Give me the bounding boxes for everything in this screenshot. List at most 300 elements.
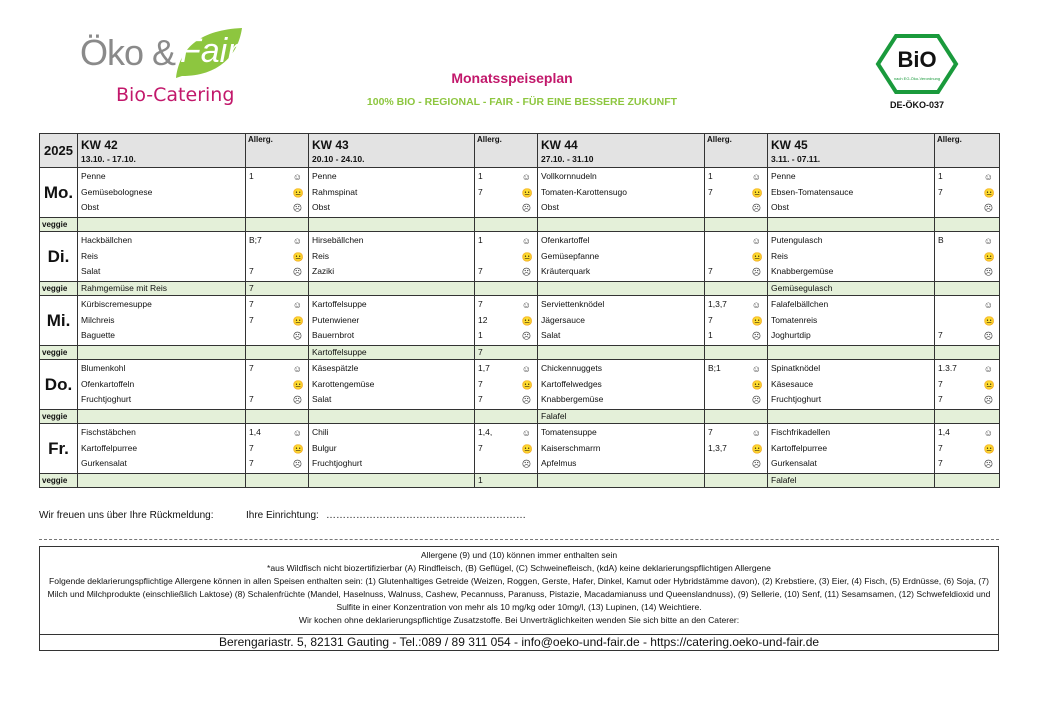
face-sad-icon[interactable]: ☹ (983, 267, 994, 277)
face-neutral-icon[interactable]: 😐 (983, 443, 995, 454)
allergen-code: 12 (478, 314, 488, 325)
face-sad-icon[interactable]: ☹ (983, 203, 994, 213)
allergen-cell (475, 296, 538, 346)
dish-name: Tomaten-Karottensugo (541, 186, 627, 197)
dish-name: Knabbergemüse (541, 394, 604, 404)
allergen-code: 7 (478, 266, 483, 276)
dish-name: Gemüsepfanne (541, 250, 600, 261)
day-label: Mi. (40, 296, 78, 346)
rating-faces[interactable] (287, 234, 304, 277)
veggie-label: veggie (40, 282, 78, 296)
dish-name: Knabbergemüse (771, 266, 834, 276)
face-sad-icon[interactable]: ☹ (521, 459, 532, 469)
veggie-dish (78, 410, 246, 424)
week-header-row (40, 134, 1000, 168)
face-sad-icon[interactable]: ☹ (751, 331, 762, 341)
dish-name: Ofenkartoffel (541, 235, 590, 245)
veggie-dish: Falafel (538, 410, 705, 424)
day-row (40, 424, 1000, 474)
day-label: Fr. (40, 424, 78, 474)
veggie-label: veggie (40, 218, 78, 232)
allergen-code: 7 (249, 266, 254, 276)
veggie-allergen (705, 410, 768, 424)
dish-name: Penne (771, 171, 796, 181)
veggie-label: veggie (40, 346, 78, 360)
allergen-code: 1 (478, 235, 483, 245)
veggie-dish (309, 474, 475, 488)
divider (39, 539, 999, 540)
face-happy-icon[interactable]: ☺ (983, 364, 993, 374)
allergen-code: B;1 (708, 363, 721, 373)
face-sad-icon[interactable]: ☹ (983, 331, 994, 341)
veggie-dish (538, 282, 705, 296)
veggie-allergen (246, 218, 309, 232)
allergen-cell (246, 168, 309, 218)
contact-address: Berengariastr. 5, 82131 Gauting - Tel.:089 / 89 311 054 - info@oeko-und-fair.de - https://catering.oeko-und-fair.de (40, 634, 998, 650)
dish-name: Reis (81, 250, 99, 261)
dish-name: Reis (312, 250, 330, 261)
dish-name: Fischstäbchen (81, 427, 136, 437)
allergen-cell (246, 232, 309, 282)
allergen-code: 1 (478, 330, 483, 340)
allergen-code: 7 (478, 378, 483, 389)
dish-name: Hackbällchen (81, 235, 133, 245)
allergen-code: 7 (478, 394, 483, 404)
veggie-allergen (705, 346, 768, 360)
menu-cell (78, 360, 246, 410)
allergen-code: B (938, 235, 944, 245)
face-sad-icon[interactable]: ☹ (751, 267, 762, 277)
veggie-allergen (475, 410, 538, 424)
face-happy-icon[interactable]: ☺ (292, 428, 302, 438)
menu-cell (78, 232, 246, 282)
dish-name: Tomatensuppe (541, 427, 597, 437)
allergen-code: 7 (478, 186, 483, 197)
dish-name: Blumenkohl (81, 363, 126, 373)
face-sad-icon[interactable]: ☹ (292, 203, 303, 213)
veggie-allergen (246, 474, 309, 488)
face-sad-icon[interactable]: ☹ (751, 203, 762, 213)
allergen-code: 7 (708, 186, 713, 197)
face-sad-icon[interactable]: ☹ (292, 267, 303, 277)
allergen-code: 1,3,7 (708, 299, 727, 309)
dish-name: Hirsebällchen (312, 235, 364, 245)
allergen-cell (705, 424, 768, 474)
face-neutral-icon[interactable]: 😐 (521, 443, 533, 454)
veggie-allergen (475, 282, 538, 296)
page-subtitle: 100% BIO - REGIONAL - FAIR - FÜR EINE BESSERE ZUKUNFT (366, 96, 678, 108)
dish-name: Fischfrikadellen (771, 427, 831, 437)
allergen-cell (475, 232, 538, 282)
face-happy-icon[interactable]: ☺ (751, 300, 761, 310)
menu-cell (309, 360, 475, 410)
allergen-code: 1,4 (249, 427, 261, 437)
face-sad-icon[interactable]: ☹ (292, 395, 303, 405)
veggie-dish: Kartoffelsuppe (309, 346, 475, 360)
dish-name: Rahmspinat (312, 186, 358, 197)
rating-faces[interactable] (287, 426, 304, 469)
face-happy-icon[interactable]: ☺ (983, 236, 993, 246)
menu-cell (768, 424, 935, 474)
allergen-code: 1 (249, 171, 254, 181)
allergen-cell (935, 296, 1000, 346)
rating-faces[interactable] (978, 170, 995, 213)
menu-cell (78, 168, 246, 218)
dish-name: Gemüsebolognese (81, 186, 153, 197)
allergen-code: 1 (478, 171, 483, 181)
face-neutral-icon[interactable]: 😐 (751, 379, 763, 390)
bio-seal-small: nach EG-Öko-Verordnung (893, 76, 941, 81)
allergen-code: 1,7 (478, 363, 490, 373)
rating-faces[interactable] (516, 298, 533, 341)
veggie-allergen (935, 218, 1000, 232)
veggie-allergen (935, 410, 1000, 424)
veggie-allergen: 7 (475, 346, 538, 360)
face-happy-icon[interactable]: ☺ (983, 428, 993, 438)
menu-cell (538, 360, 705, 410)
face-happy-icon[interactable]: ☺ (983, 300, 993, 310)
face-happy-icon[interactable]: ☺ (751, 364, 761, 374)
allerg-header: Allerg. (475, 134, 538, 168)
menu-cell (538, 296, 705, 346)
kw-label: KW 44 (541, 138, 578, 152)
face-neutral-icon[interactable]: 😐 (751, 251, 763, 262)
face-happy-icon[interactable]: ☺ (751, 236, 761, 246)
veggie-allergen (705, 218, 768, 232)
dish-name: Kräuterquark (541, 266, 591, 276)
veggie-row (40, 346, 1000, 360)
dish-name: Gurkensalat (771, 458, 817, 468)
year-label: 2025 (40, 134, 78, 168)
logo-subtitle: Bio-Catering (116, 84, 235, 106)
face-neutral-icon[interactable]: 😐 (292, 315, 304, 326)
bio-seal-icon (876, 34, 958, 94)
dish-name: Putengulasch (771, 235, 823, 245)
day-row (40, 296, 1000, 346)
face-sad-icon[interactable]: ☹ (983, 395, 994, 405)
veggie-dish (538, 218, 705, 232)
veggie-dish (309, 282, 475, 296)
menu-cell (309, 424, 475, 474)
week-header (538, 134, 705, 168)
allergen-cell (935, 168, 1000, 218)
veggie-dish (768, 410, 935, 424)
kw-label: KW 43 (312, 138, 349, 152)
allergen-code: 1,4, (478, 427, 493, 437)
allergen-code: 7 (249, 314, 254, 325)
dish-name: Kartoffelpurree (81, 442, 138, 453)
face-neutral-icon[interactable]: 😐 (292, 187, 304, 198)
dish-name: Kaiserschmarrn (541, 442, 601, 453)
face-sad-icon[interactable]: ☹ (521, 331, 532, 341)
menu-cell (309, 232, 475, 282)
veggie-dish (309, 218, 475, 232)
allergen-code: 7 (708, 427, 713, 437)
day-label: Mo. (40, 168, 78, 218)
dish-name: Chickennuggets (541, 363, 602, 373)
logo-fair-text: Fair (180, 32, 239, 70)
dish-name: Spinatknödel (771, 363, 821, 373)
dish-name: Milchreis (81, 314, 115, 325)
dish-name: Zaziki (312, 266, 335, 276)
rating-faces[interactable] (516, 362, 533, 405)
einrichtung-dots: …………………………………………………… (326, 510, 526, 521)
allergen-code: 1,4 (938, 427, 950, 437)
rating-faces[interactable] (978, 234, 995, 277)
veggie-row (40, 218, 1000, 232)
allergen-code: 7 (708, 266, 713, 276)
allergen-code: 7 (938, 394, 943, 404)
allergen-cell (475, 168, 538, 218)
face-neutral-icon[interactable]: 😐 (983, 187, 995, 198)
allergen-cell (705, 360, 768, 410)
kw-dates: 20.10 - 24.10. (312, 154, 365, 164)
face-neutral-icon[interactable]: 😐 (521, 315, 533, 326)
menu-cell (78, 424, 246, 474)
veggie-dish (78, 346, 246, 360)
face-happy-icon[interactable]: ☺ (292, 236, 302, 246)
allergen-code: 7 (478, 442, 483, 453)
face-neutral-icon[interactable]: 😐 (292, 251, 304, 262)
face-sad-icon[interactable]: ☹ (983, 459, 994, 469)
rating-faces[interactable] (746, 426, 763, 469)
veggie-dish (538, 346, 705, 360)
note-line-3: Folgende deklarierungspflichtige Allergene können in allen Speisen enthalten sein: (1) Glutenhaltiges Getreide (Weizen, Roggen, Gerste, Hafer, Dinkel, Kamut oder Hybridstämme davon), (2) Krebstiere, (3) Eier, (4) Fisch, (5) Erdnüsse, (6) Soja, (7) Milch und Milchprodukte (einschließlich Laktose) (8) Schalenfrüchte (Mandel, Haselnuss, Walnuss, Cashew, Pecannuss, Paranuss, Pistazie, Macadamianuss und Queenslandnuss), (9) Sellerie, (10) Senf, (11) Sesamsamen, (12) Schwefeldioxid und Sulfite in einer Konzentration von mehr als 10 mg/kg oder 10mg/l, (13) Lupinen, (14) Weichtiere. (47, 576, 991, 612)
dish-name: Karottengemüse (312, 378, 375, 389)
veggie-allergen (935, 474, 1000, 488)
logo-oko-text: Öko & (80, 32, 176, 73)
allergen-code: 7 (478, 299, 483, 309)
veggie-dish (768, 218, 935, 232)
rating-faces[interactable] (746, 234, 763, 277)
face-sad-icon[interactable]: ☹ (292, 459, 303, 469)
menu-cell (309, 296, 475, 346)
kw-label: KW 45 (771, 138, 808, 152)
week-header (768, 134, 935, 168)
menu-cell (768, 232, 935, 282)
veggie-row (40, 282, 1000, 296)
dish-name: Kartoffelsuppe (312, 299, 367, 309)
face-neutral-icon[interactable]: 😐 (521, 379, 533, 390)
dish-name: Joghurtdip (771, 330, 811, 340)
allergen-code: 1 (708, 330, 713, 340)
veggie-row (40, 410, 1000, 424)
dish-name: Käsespätzle (312, 363, 359, 373)
veggie-label: veggie (40, 474, 78, 488)
allergen-cell (246, 296, 309, 346)
dish-name: Bulgur (312, 442, 337, 453)
allergen-code: 1 (938, 171, 943, 181)
veggie-dish (78, 474, 246, 488)
face-sad-icon[interactable]: ☹ (751, 395, 762, 405)
bio-code: DE-ÖKO-037 (889, 100, 944, 110)
dish-name: Käsesauce (771, 378, 814, 389)
allerg-header: Allerg. (935, 134, 1000, 168)
allergen-code: 1,3,7 (708, 442, 727, 453)
rating-faces[interactable] (746, 362, 763, 405)
allergen-cell (935, 360, 1000, 410)
rating-faces[interactable] (746, 298, 763, 341)
veggie-dish (538, 474, 705, 488)
allerg-header: Allerg. (705, 134, 768, 168)
allergen-code: 7 (938, 378, 943, 389)
allergen-code: 7 (249, 394, 254, 404)
face-neutral-icon[interactable]: 😐 (751, 443, 763, 454)
dish-name: Putenwiener (312, 314, 360, 325)
dish-name: Obst (312, 202, 330, 212)
rating-faces[interactable] (978, 362, 995, 405)
allergen-code: 7 (249, 458, 254, 468)
veggie-allergen: 7 (246, 282, 309, 296)
face-neutral-icon[interactable]: 😐 (292, 443, 304, 454)
veggie-dish: Falafel (768, 474, 935, 488)
veggie-row (40, 474, 1000, 488)
dish-name: Salat (541, 330, 561, 340)
allergen-code: 7 (938, 330, 943, 340)
dish-name: Falafelbällchen (771, 299, 829, 309)
rating-faces[interactable] (287, 170, 304, 213)
face-neutral-icon[interactable]: 😐 (751, 315, 763, 326)
kw-dates: 3.11. - 07.11. (771, 154, 821, 164)
face-happy-icon[interactable]: ☺ (983, 172, 993, 182)
dish-name: Baguette (81, 330, 116, 340)
dish-name: Apfelmus (541, 458, 577, 468)
face-happy-icon[interactable]: ☺ (292, 300, 302, 310)
allergen-cell (705, 296, 768, 346)
day-label: Di. (40, 232, 78, 282)
dish-name: Bauernbrot (312, 330, 355, 340)
einrichtung-label: Ihre Einrichtung: (246, 510, 319, 521)
veggie-allergen (935, 346, 1000, 360)
dish-name: Salat (81, 266, 101, 276)
rating-faces[interactable] (287, 362, 304, 405)
face-happy-icon[interactable]: ☺ (292, 364, 302, 374)
rating-faces[interactable] (978, 426, 995, 469)
rating-faces[interactable] (516, 234, 533, 277)
dish-name: Penne (312, 171, 337, 181)
allergen-cell (475, 360, 538, 410)
day-row (40, 232, 1000, 282)
allergen-code: 7 (938, 458, 943, 468)
allergen-code: 7 (938, 442, 943, 453)
dish-name: Obst (81, 202, 99, 212)
menu-cell (538, 424, 705, 474)
dish-name: Kürbiscremesuppe (81, 299, 152, 309)
dish-name: Serviettenknödel (541, 299, 605, 309)
rating-faces[interactable] (516, 426, 533, 469)
face-happy-icon[interactable]: ☺ (292, 172, 302, 182)
face-happy-icon[interactable]: ☺ (751, 428, 761, 438)
face-neutral-icon[interactable]: 😐 (983, 251, 995, 262)
rating-faces[interactable] (978, 298, 995, 341)
allergen-code: 1 (708, 171, 713, 181)
dish-name: Fruchtjoghurt (81, 394, 132, 404)
allergen-code: 7 (249, 363, 254, 373)
menu-cell (768, 360, 935, 410)
face-neutral-icon[interactable]: 😐 (292, 379, 304, 390)
page-title: Monatsspeiseplan (451, 70, 573, 86)
week-header (309, 134, 475, 168)
face-neutral-icon[interactable]: 😐 (751, 187, 763, 198)
face-happy-icon[interactable]: ☺ (521, 364, 531, 374)
kw-dates: 13.10. - 17.10. (81, 154, 136, 164)
veggie-allergen: 1 (475, 474, 538, 488)
allergen-code: 7 (249, 299, 254, 309)
dish-name: Salat (312, 394, 332, 404)
dish-name: Fruchtjoghurt (771, 394, 822, 404)
kw-label: KW 42 (81, 138, 118, 152)
allergen-code: 7 (249, 442, 254, 453)
dish-name: Kartoffelwedges (541, 378, 602, 389)
face-sad-icon[interactable]: ☹ (521, 203, 532, 213)
face-neutral-icon[interactable]: 😐 (521, 187, 533, 198)
veggie-dish: Gemüsegulasch (768, 282, 935, 296)
rating-faces[interactable] (516, 170, 533, 213)
veggie-dish (768, 346, 935, 360)
kw-dates: 27.10. - 31.10 (541, 154, 594, 164)
face-sad-icon[interactable]: ☹ (751, 459, 762, 469)
face-sad-icon[interactable]: ☹ (292, 331, 303, 341)
allerg-header: Allerg. (246, 134, 309, 168)
dish-name: Vollkornnudeln (541, 171, 597, 181)
menu-cell (78, 296, 246, 346)
veggie-allergen (246, 410, 309, 424)
face-happy-icon[interactable]: ☺ (521, 172, 531, 182)
veggie-dish: Rahmgemüse mit Reis (78, 282, 246, 296)
face-neutral-icon[interactable]: 😐 (521, 251, 533, 262)
day-row (40, 168, 1000, 218)
face-happy-icon[interactable]: ☺ (751, 172, 761, 182)
veggie-allergen (246, 346, 309, 360)
dish-name: Kartoffelpurree (771, 442, 828, 453)
menu-cell (538, 232, 705, 282)
dish-name: Fruchtjoghurt (312, 458, 363, 468)
allergen-notes (39, 546, 999, 651)
face-happy-icon[interactable]: ☺ (521, 300, 531, 310)
face-sad-icon[interactable]: ☹ (521, 267, 532, 277)
face-happy-icon[interactable]: ☺ (521, 236, 531, 246)
menu-cell (768, 296, 935, 346)
dish-name: Jägersauce (541, 314, 585, 325)
note-line-2: *aus Wildfisch nicht biozertifizierbar (A) Rindfleisch, (B) Geflügel, (C) Schweinefleisch, (kdA) keine deklarierungspflichtigen Allergene (267, 563, 771, 573)
rating-faces[interactable] (746, 170, 763, 213)
face-sad-icon[interactable]: ☹ (521, 395, 532, 405)
dish-name: Ofenkartoffeln (81, 378, 135, 389)
veggie-dish (309, 410, 475, 424)
veggie-dish (78, 218, 246, 232)
bio-seal-label: BiO (897, 47, 937, 72)
face-neutral-icon[interactable]: 😐 (983, 315, 995, 326)
dish-name: Ebsen-Tomatensauce (771, 186, 854, 197)
allergen-cell (935, 424, 1000, 474)
allergen-cell (475, 424, 538, 474)
dish-name: Gurkensalat (81, 458, 127, 468)
menu-table (39, 133, 1000, 488)
dish-name: Obst (541, 202, 559, 212)
allergen-cell (705, 232, 768, 282)
allergen-code: 7 (938, 186, 943, 197)
face-neutral-icon[interactable]: 😐 (983, 379, 995, 390)
allergen-cell (246, 360, 309, 410)
rating-faces[interactable] (287, 298, 304, 341)
feedback-text: Wir freuen uns über Ihre Rückmeldung: (39, 510, 214, 521)
dish-name: Chili (312, 427, 329, 437)
menu-cell (768, 168, 935, 218)
face-happy-icon[interactable]: ☺ (521, 428, 531, 438)
dish-name: Reis (771, 250, 789, 261)
note-line-4: Wir kochen ohne deklarierungspflichtige Zusatzstoffe. Bei Unverträglichkeiten wenden Sie sich bitte an den Caterer: (298, 615, 740, 625)
veggie-allergen (705, 282, 768, 296)
